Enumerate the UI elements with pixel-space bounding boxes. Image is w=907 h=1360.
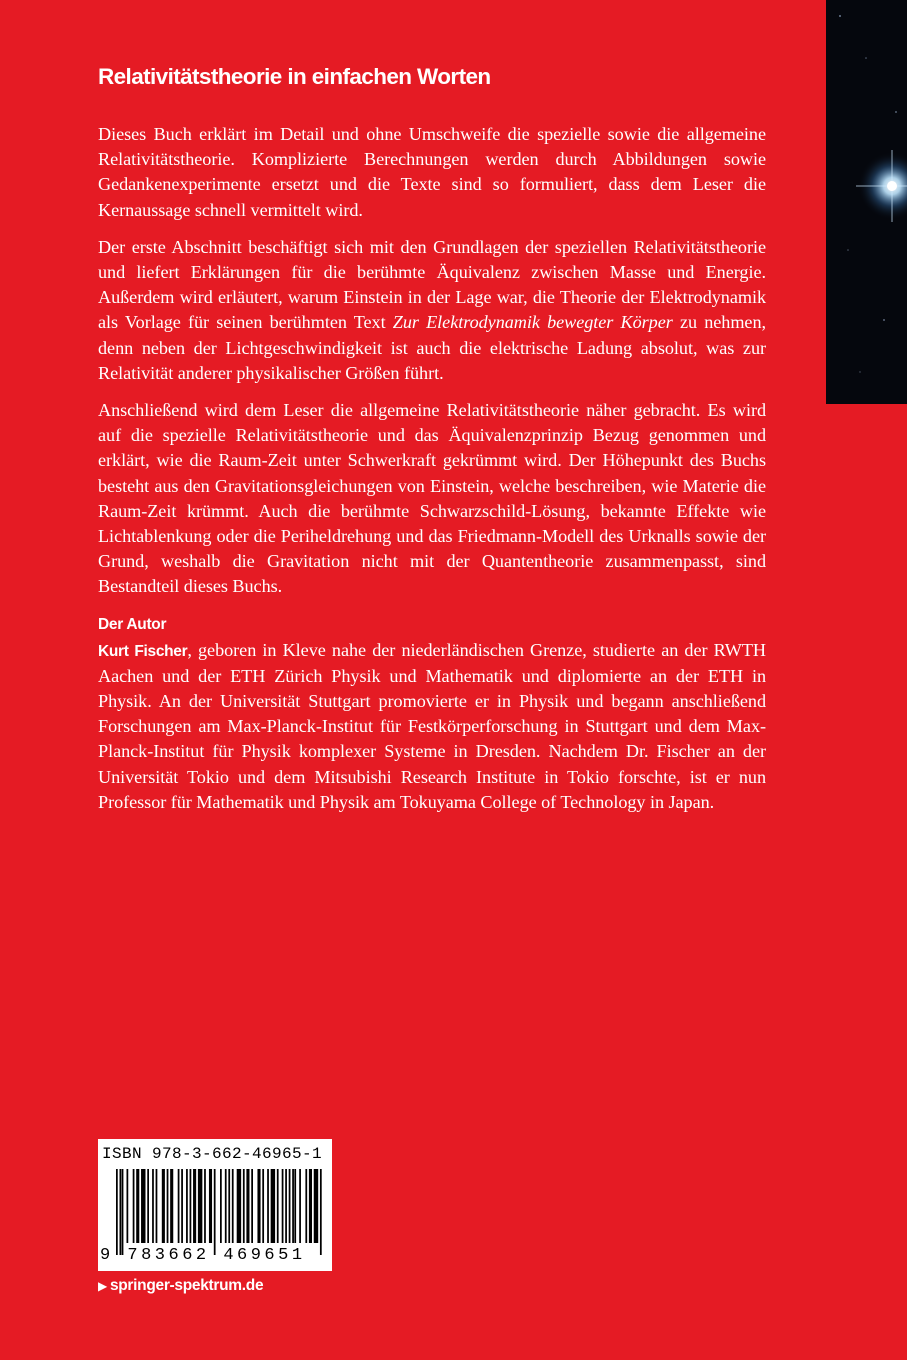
barcode-bar xyxy=(237,1169,241,1243)
isbn-label: ISBN 978-3-662-46965-1 xyxy=(102,1145,323,1163)
barcode-bar xyxy=(277,1169,279,1243)
barcode-bar xyxy=(156,1169,158,1243)
barcode-bar xyxy=(214,1169,216,1255)
barcode-bar xyxy=(228,1169,230,1243)
book-title: Relativitätstheorie in einfachen Worten xyxy=(98,64,491,89)
barcode-bar xyxy=(186,1169,188,1243)
triangle-right-icon: ▶ xyxy=(98,1279,107,1293)
barcode-bar xyxy=(152,1169,154,1243)
barcode-bar xyxy=(225,1169,227,1243)
barcode-bar xyxy=(122,1169,124,1255)
barcode-bar xyxy=(314,1169,318,1243)
barcode-bar xyxy=(190,1169,192,1243)
barcode-bar xyxy=(292,1169,294,1243)
barcode-bar xyxy=(167,1169,169,1243)
barcode-bar xyxy=(204,1169,206,1243)
barcode-bar xyxy=(243,1169,245,1243)
barcode-bar xyxy=(170,1169,173,1243)
barcode-bar xyxy=(262,1169,264,1243)
barcode-bar xyxy=(246,1169,249,1243)
author-bio-text: , geboren in Kleve nahe der niederländischen Grenze, studierte an der RWTH Aachen und der ETH Zürich Physik und Mathematik und diplomierte an der ETH in Physik. An der Universität Stuttgart promovierte er in Physik und begann anschließend Forschungen am Max-Planck-Institut für Festkörperforschung in Stuttgart und dem Max-Planck-Institut für Physik komplexer Systeme in Dresden. Nachdem Dr. Fischer an der Universität Tokio und dem Mitsubishi Research Institute in Tokio forschte, ist er nun Professor für Mathematik und Physik am Tokuyama College of Technology in Japan. xyxy=(98,639,766,812)
barcode-bar xyxy=(116,1169,118,1255)
isbn-barcode xyxy=(98,1139,332,1271)
description-paragraph-1 xyxy=(98,122,766,223)
barcode-bar xyxy=(141,1169,145,1243)
bright-star-icon xyxy=(826,0,907,404)
barcode-bar xyxy=(267,1169,269,1243)
barcode-bar xyxy=(289,1169,291,1243)
barcode-bar xyxy=(136,1169,139,1243)
barcode-bar xyxy=(198,1169,202,1243)
barcode-bar xyxy=(127,1169,129,1243)
barcode-bar xyxy=(251,1169,253,1243)
ean-digits: 9 783662 469651 xyxy=(100,1246,306,1265)
barcode-bar xyxy=(271,1169,275,1243)
paragraph-text: Dieses Buch erklärt im Detail und ohne Umschweife die spezielle sowie die allgemeine Relativitätstheorie. Komplizierte Berechnungen werden durch Abbildungen sowie Gedankenexperimente ersetzt und die Texte sind so formuliert, dass dem Leser die Kernaussage schnell vermittelt wird. xyxy=(98,124,766,220)
barcode-bar xyxy=(294,1169,296,1243)
barcode-bar xyxy=(220,1169,222,1243)
barcode-bar xyxy=(285,1169,287,1243)
publisher-link[interactable] xyxy=(98,1276,263,1296)
paragraph-text: Anschließend wird dem Leser die allgemeine Relativitätstheorie näher gebracht. Es wird auf die spezielle Relativitätstheorie und das Äquivalenzprinzip Bezug genommen und erklärt, wie die Raum-Zeit unter Schwerkraft gekrümmt wird. Der Höhepunkt des Buchs besteht aus den Gravitationsgleichungen von Einstein, welche beschreiben, wie Materie die Raum-Zeit krümmt. Auch die berühmte Schwarzschild-Lösung, bekannte Effekte wie Lichtablenkung oder die Periheldrehung und das Friedmann-Modell des Urknalls sowie der Grund, weshalb die Gravitation nicht mit der Quantentheorie zusammenpasst, sind Bestandteil dieses Buchs. xyxy=(98,400,766,597)
barcode-bar xyxy=(120,1169,122,1255)
barcode-bar xyxy=(178,1169,180,1243)
paragraph-text: Der erste Abschnitt beschäftigt sich mit den Grundlagen der speziellen Relativitätstheorie und liefert Erklärungen für die berühmte Äquivalenz zwischen Masse und Energie. Außerdem wird erläutert, warum Einstein in der Lage war, die Theorie der Elektrodynamik als Vorlage für seinen berühmten Text xyxy=(98,236,766,333)
barcode-bar xyxy=(181,1169,183,1243)
author-heading: Der Autor xyxy=(98,615,167,633)
barcode-bar xyxy=(257,1169,260,1243)
barcode-bar xyxy=(299,1169,301,1243)
barcode-bar xyxy=(320,1169,322,1255)
author-bio xyxy=(98,638,766,815)
barcode-bar xyxy=(232,1169,234,1243)
barcode-bar xyxy=(162,1169,165,1243)
barcode-bar xyxy=(305,1169,307,1243)
cited-work-title: Zur Elektrodynamik bewegter Körper xyxy=(392,312,673,333)
paragraph-text: zu nehmen, denn neben der Lichtgeschwindigkeit ist auch die elektrische Ladung absolut, was zur Relativität anderer physikalischer Größen führt. xyxy=(98,312,766,383)
barcode-bar xyxy=(147,1169,149,1243)
cover-star-image xyxy=(826,0,907,404)
barcode-bars xyxy=(102,1169,328,1255)
back-cover-text xyxy=(98,62,766,827)
description-paragraph-3 xyxy=(98,398,766,600)
author-name: Kurt Fischer xyxy=(98,642,188,660)
barcode-bar xyxy=(193,1169,196,1243)
publisher-url: springer-spektrum.de xyxy=(109,1277,264,1294)
barcode-bar xyxy=(133,1169,135,1243)
barcode-bar xyxy=(309,1169,312,1243)
barcode-bar xyxy=(209,1169,212,1243)
barcode-bar xyxy=(282,1169,284,1243)
description-paragraph-2 xyxy=(98,235,766,386)
